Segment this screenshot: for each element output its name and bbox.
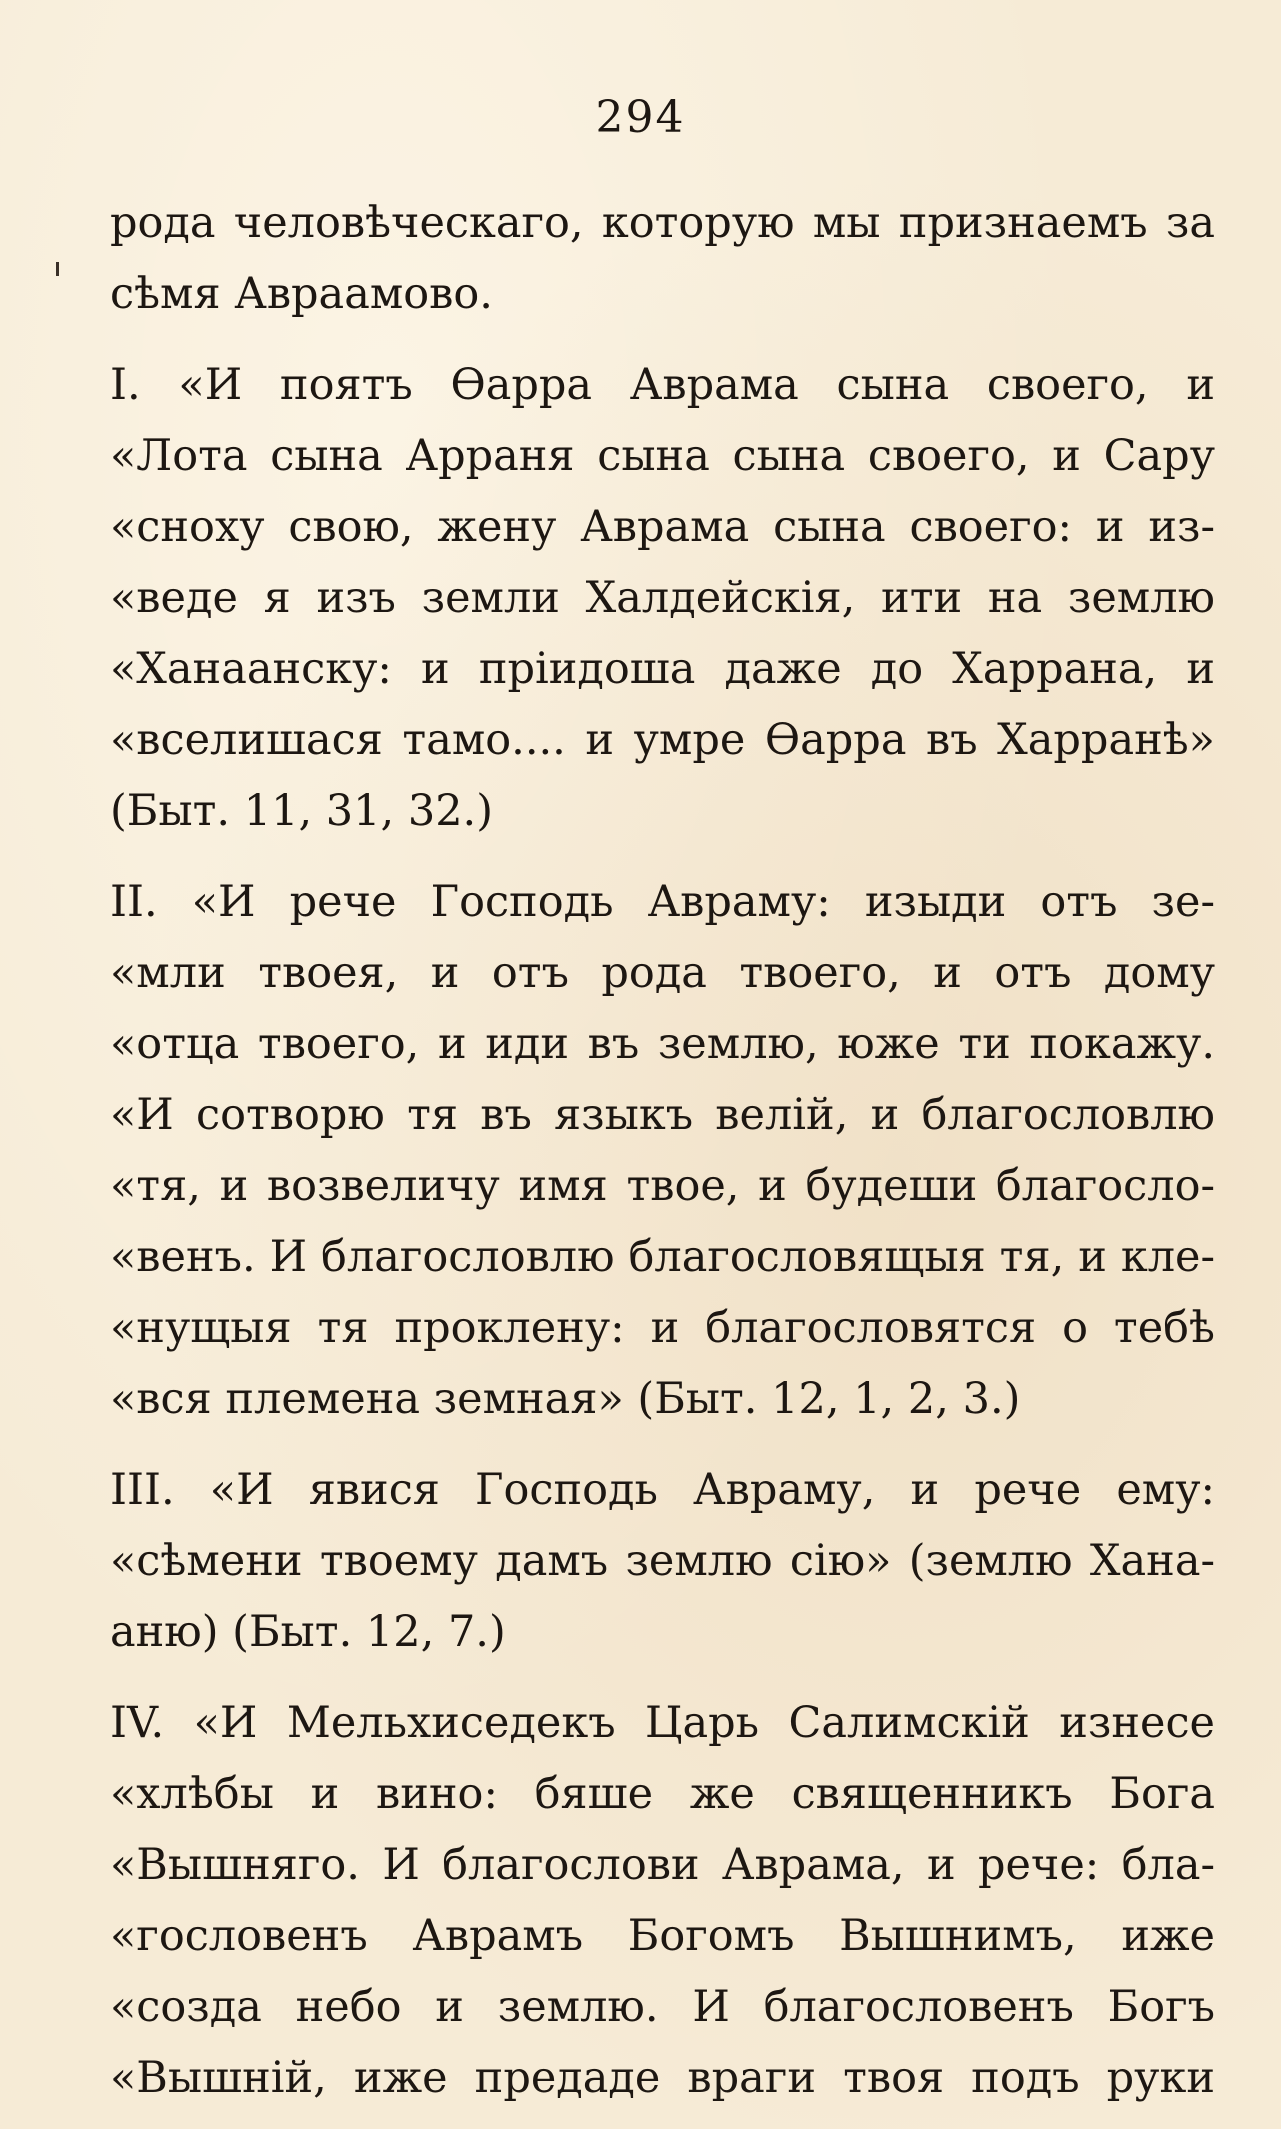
text-line: «тя, и возвеличу имя твое, и будеши благосло- (110, 1161, 1215, 1211)
text-line: «Ханаанску: и пріидоша даже до Харрана, и (110, 644, 1215, 694)
text-line: «гословенъ Аврамъ Богомъ Вышнимъ, иже (110, 1911, 1215, 1961)
text-line: IV. «И Мельхиседекъ Царь Салимскій изнесе (110, 1698, 1215, 1748)
text-line: «вся племена земная» (Быт. 12, 1, 2, 3.) (110, 1374, 1021, 1424)
text-line: «нущыя тя проклену: и благословятся о тебѣ (110, 1303, 1215, 1353)
text-line: I. «И поятъ Ѳарра Аврама сына своего, и (110, 360, 1215, 410)
text-line: «вселишася тамо.... и умре Ѳарра въ Харранѣ» (110, 715, 1215, 765)
ink-mark (56, 262, 59, 276)
text-line: «сноху свою, жену Аврама сына своего: и из- (110, 502, 1215, 552)
paragraph (110, 188, 1215, 330)
text-line: аню) (Быт. 12, 7.) (110, 1607, 506, 1657)
text-line: «мли твоея, и отъ рода твоего, и отъ дому (110, 948, 1215, 998)
page-number: 294 (595, 92, 686, 143)
text-line: «Вышняго. И благослови Аврама, и рече: бла- (110, 1840, 1215, 1890)
text-line: рода человѣческаго, которую мы признаемъ за (110, 198, 1215, 248)
text-line: «Вышній, иже предаде враги твоя подъ руки (110, 2053, 1215, 2103)
text-line: «сѣмени твоему дамъ землю сію» (землю Хана- (110, 1536, 1215, 1586)
text-line: «Лота сына Арраня сына сына своего, и Сару (110, 431, 1215, 481)
text-line: «И сотворю тя въ языкъ велій, и благословлю (110, 1090, 1215, 1140)
text-line: III. «И явися Господь Авраму, и рече ему: (110, 1465, 1215, 1515)
text-line: «хлѣбы и вино: бяше же священникъ Бога (110, 1769, 1215, 1819)
text-line: «венъ. И благословлю благословящыя тя, и кле- (110, 1232, 1215, 1282)
text-line: «созда небо и землю. И благословенъ Богъ (110, 1982, 1215, 2032)
body-text (110, 188, 1215, 2114)
paragraph (110, 350, 1215, 847)
paragraph (110, 867, 1215, 1435)
text-line: сѣмя Авраамово. (110, 269, 493, 319)
text-line: «отца твоего, и иди въ землю, юже ти покажу. (110, 1019, 1215, 1069)
paragraph (110, 1455, 1215, 1668)
text-line: II. «И рече Господь Авраму: изыди отъ зе- (110, 877, 1215, 927)
text-line: (Быт. 11, 31, 32.) (110, 786, 493, 836)
text-line: «веде я изъ земли Халдейскія, ити на землю (110, 573, 1215, 623)
paragraph (110, 1688, 1215, 2114)
